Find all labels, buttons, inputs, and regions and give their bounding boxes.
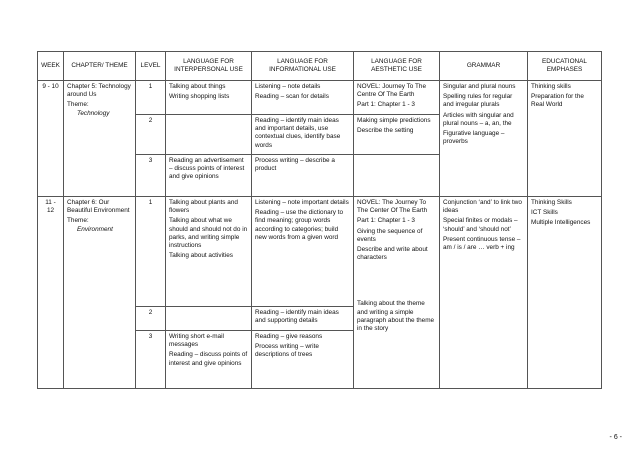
list-item: NOVEL: Journey To The Centre Of The Earth [357, 83, 427, 99]
informational-cell [252, 81, 354, 115]
table-row [38, 197, 602, 307]
list-item: Reading – scan for details [255, 93, 329, 101]
informational-cell [252, 331, 354, 389]
list-item: Listening – note details [255, 83, 321, 90]
list-item: Figurative language – proverbs [443, 129, 505, 146]
aesthetic-cell [354, 81, 440, 115]
list-item: Special finites or modals – ‘should’ and ‘should not’ [443, 217, 518, 233]
list-item: Reading – identify main ideas and important details, use contextual clues, identify base words [255, 117, 341, 149]
interpersonal-cell [166, 81, 252, 115]
list-item: Talking about the theme and writing a simple paragraph about the theme in the story [357, 300, 435, 332]
interpersonal-cell [166, 197, 252, 307]
theme-label: Theme: [67, 101, 89, 109]
theme-value: Environment [77, 225, 113, 233]
list-item: Talking about things [169, 83, 226, 90]
list-item: Giving the sequence of events [357, 227, 423, 243]
list-item: ICT Skills [531, 209, 558, 217]
table-row [38, 81, 602, 115]
informational-cell [252, 115, 354, 155]
header-level: LEVEL [136, 52, 166, 81]
level-cell: 2 [136, 115, 166, 155]
level-cell: 3 [136, 331, 166, 389]
list-item: Thinking skills [531, 83, 571, 90]
header-aesthetic: LANGUAGE FOR AESTHETIC USE [354, 52, 440, 81]
list-item: Talking about activities [169, 252, 233, 260]
interpersonal-cell [166, 307, 252, 331]
list-item: Reading – use the dictionary to find meaning; group words according to categories; build new words from a given word [255, 209, 344, 241]
list-item: Conjunction ‘and’ to link two ideas [443, 199, 522, 215]
list-item: Multiple Intelligences [531, 219, 591, 227]
header-interpersonal: LANGUAGE FOR INTERPERSONAL USE [166, 52, 252, 81]
educational-cell [528, 81, 602, 197]
list-item: Listening – note important details [255, 199, 349, 206]
list-item: Thinking Skills [531, 199, 572, 206]
week-cell: 11 - 12 [38, 197, 64, 389]
interpersonal-cell [166, 331, 252, 389]
list-item: Talking about what we should and should not do in parks, and writing simple instructions [169, 217, 248, 249]
scheme-of-work-table [37, 51, 602, 389]
informational-cell [252, 197, 354, 307]
chapter-title: Chapter 5: Technology around Us [67, 83, 131, 99]
chapter-cell [64, 81, 136, 197]
list-item: Process writing – describe a product [255, 157, 335, 173]
list-item: Talking about plants and flowers [169, 199, 238, 215]
list-item: Preparation for the Real World [531, 93, 584, 109]
theme-value: Technology [77, 109, 110, 117]
header-week: WEEK [38, 52, 64, 81]
list-item: Spelling rules for regular and irregular plurals [443, 93, 513, 109]
chapter-title: Chapter 6: Our Beautiful Environment [67, 199, 130, 215]
list-item: NOVEL: The Journey To The Center Of The Earth [357, 199, 428, 215]
level-cell: 3 [136, 155, 166, 197]
grammar-cell [440, 197, 528, 389]
interpersonal-cell [166, 115, 252, 155]
aesthetic-cell [354, 115, 440, 155]
list-item: Part 1: Chapter 1 - 3 [357, 217, 415, 225]
list-item: Reading an advertisement – discuss points of interest and give opinions [169, 157, 245, 181]
list-item: Reading – identify main ideas and supporting details [255, 309, 339, 325]
chapter-cell [64, 197, 136, 389]
header-chapter: CHAPTER/ THEME [64, 52, 136, 81]
list-item: Writing shopping lists [169, 93, 230, 101]
list-item: Present continuous tense – am / is / are … verb + ing [443, 235, 521, 251]
list-item: Describe the setting [357, 127, 414, 135]
list-item: Reading – discuss points of interest and give opinions [169, 351, 248, 367]
educational-cell [528, 197, 602, 389]
theme-label: Theme: [67, 217, 89, 225]
aesthetic-cell [354, 197, 440, 389]
interpersonal-cell [166, 155, 252, 197]
informational-cell [252, 307, 354, 331]
informational-cell [252, 155, 354, 197]
list-item: Describe and write about characters [357, 245, 428, 262]
list-item: Reading – give reasons [255, 333, 323, 340]
week-cell: 9 - 10 [38, 81, 64, 197]
header-row [38, 52, 602, 81]
level-cell: 1 [136, 81, 166, 115]
list-item: Singular and plural nouns [443, 83, 516, 90]
header-grammar: GRAMMAR [440, 52, 528, 81]
page-number: - 6 - [609, 434, 622, 441]
list-item: Articles with singular and plural nouns – a, an, the [443, 111, 514, 127]
list-item: Writing short e-mail messages [169, 333, 224, 349]
header-informational: LANGUAGE FOR INFORMATIONAL USE [252, 52, 354, 81]
grammar-cell [440, 81, 528, 197]
header-educational: EDUCATIONAL EMPHASES [528, 52, 602, 81]
level-cell: 2 [136, 307, 166, 331]
list-item: Making simple predictions [357, 117, 431, 124]
list-item: Part 1: Chapter 1 - 3 [357, 101, 415, 109]
aesthetic-cell [354, 155, 440, 197]
list-item: Process writing – write descriptions of trees [255, 343, 319, 359]
level-cell: 1 [136, 197, 166, 307]
